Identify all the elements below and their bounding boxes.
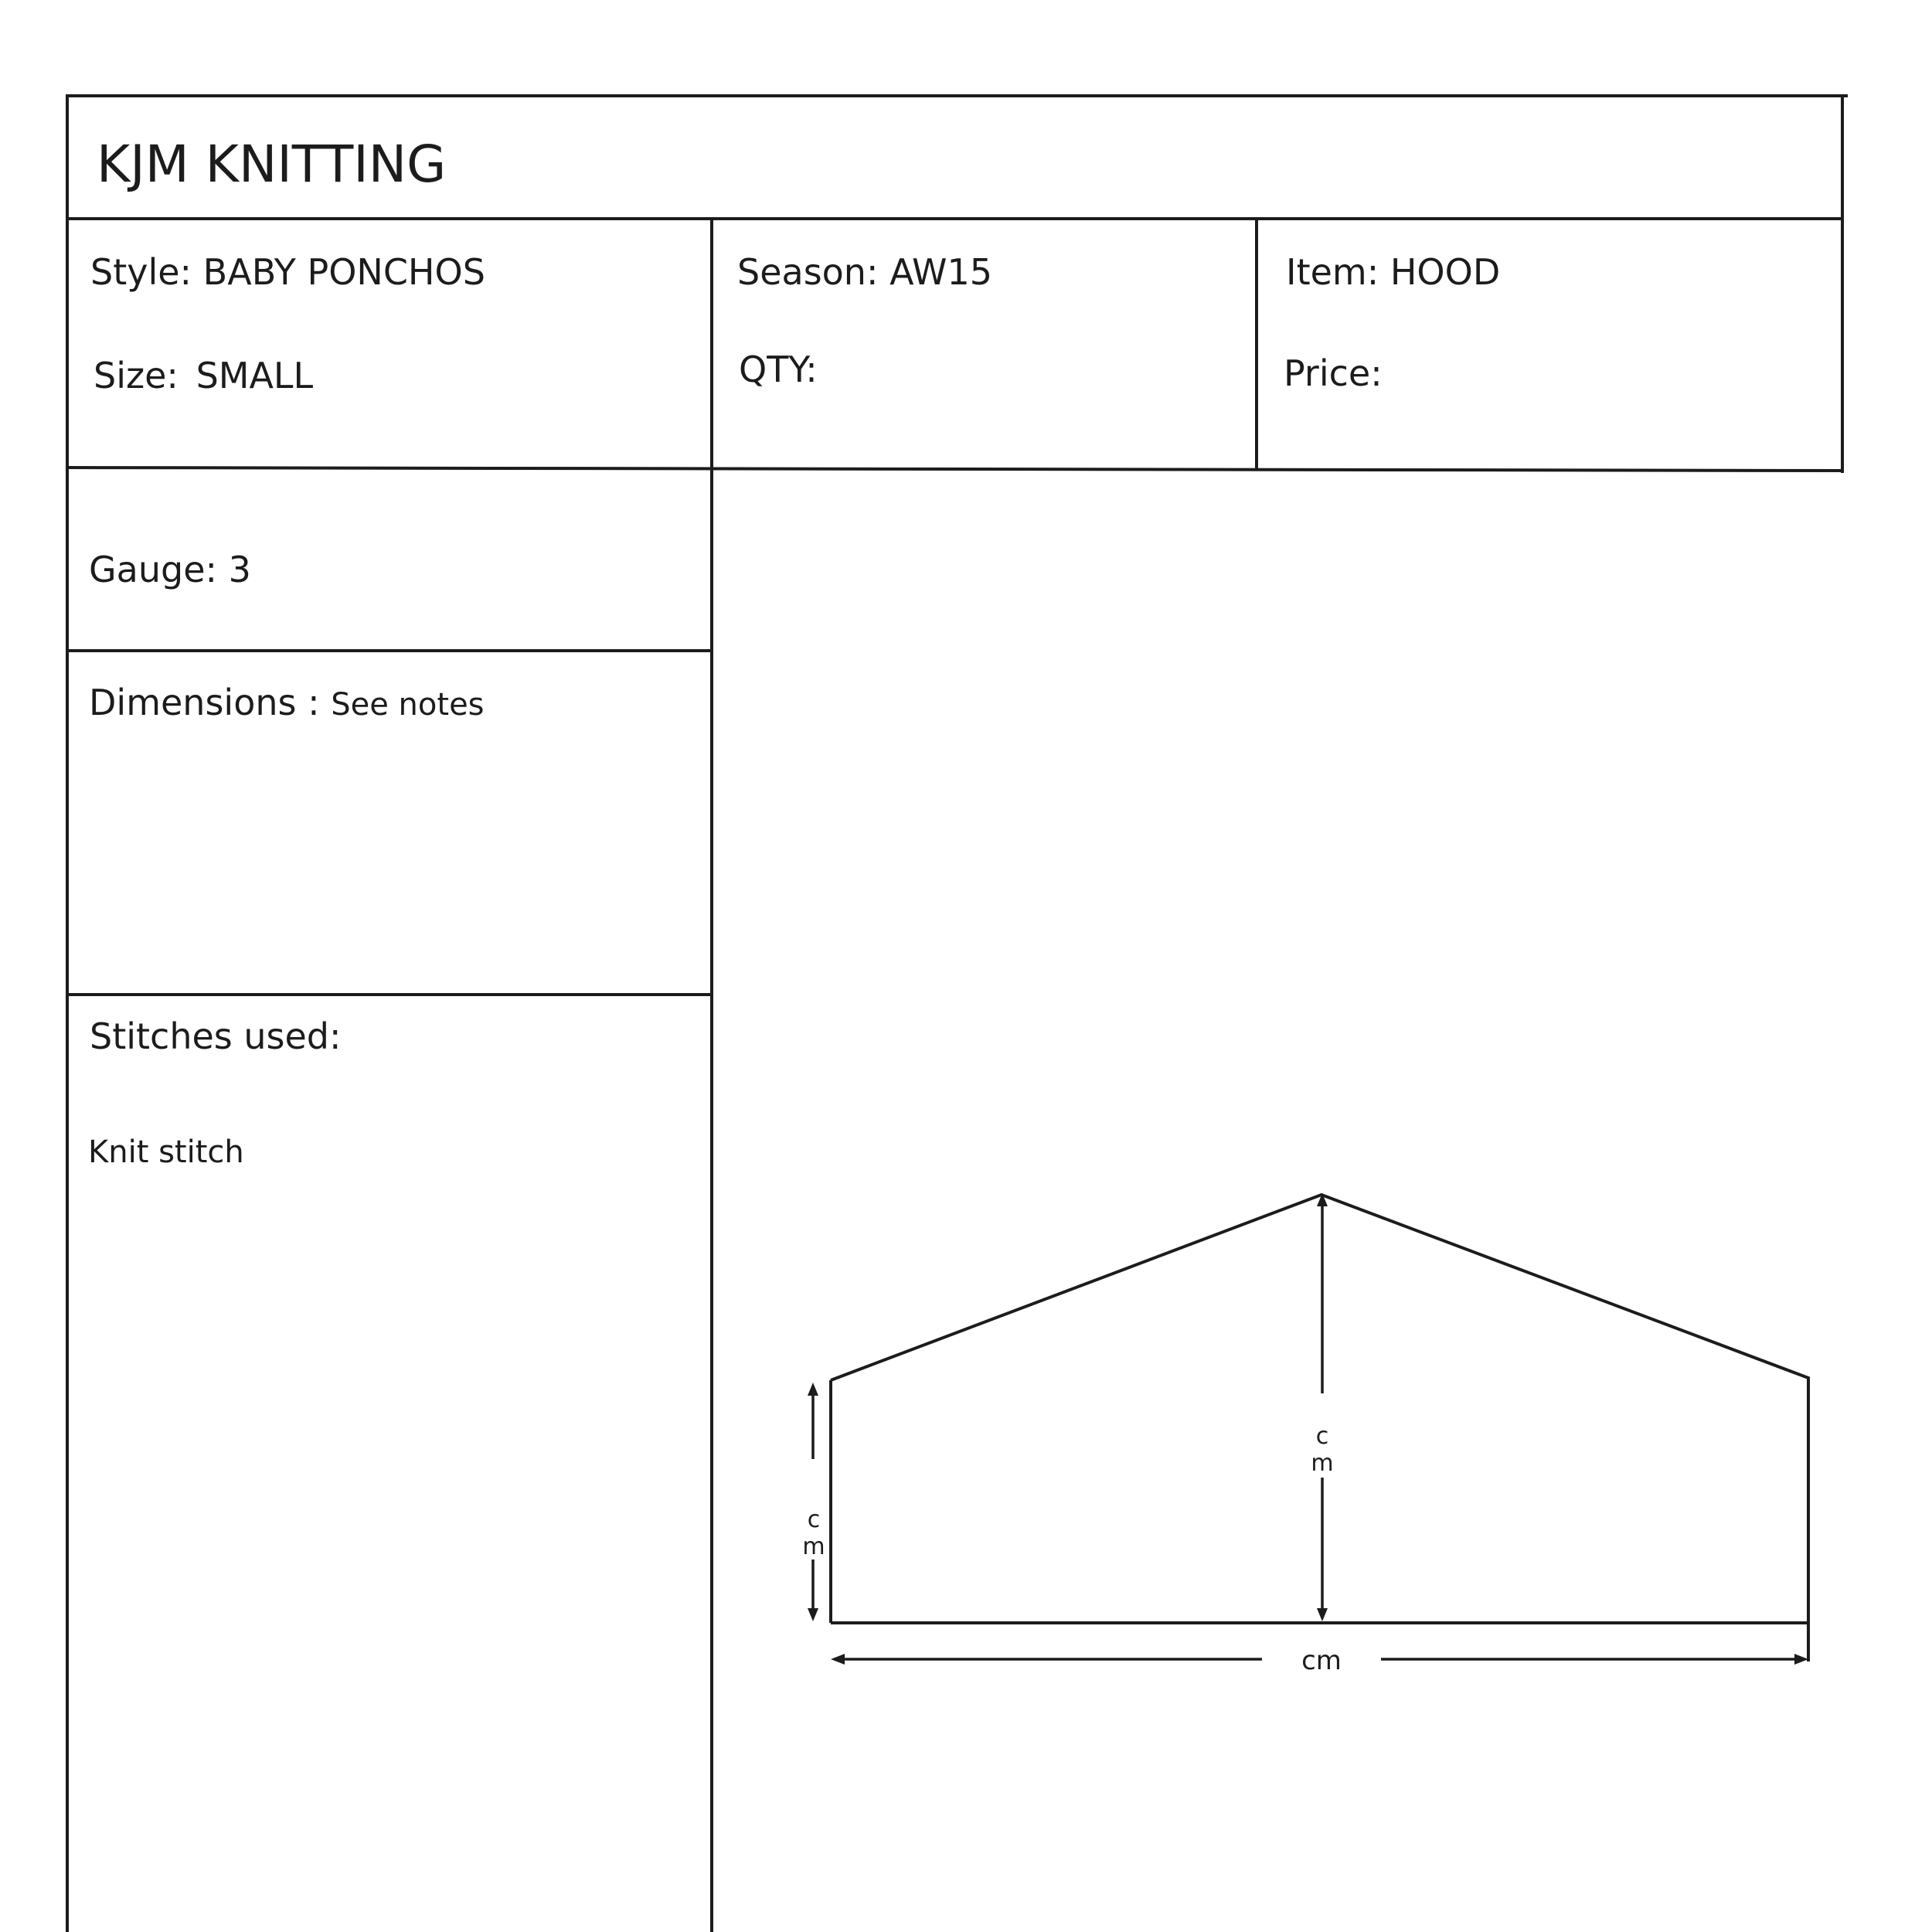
qty-field: [739, 349, 818, 390]
info-row-divider: [67, 468, 1842, 471]
center-height-unit-label: [1304, 1423, 1340, 1477]
stitches-value: Knit stitch: [88, 1134, 244, 1170]
season-value: AW15: [889, 251, 993, 293]
gauge-value: 3: [228, 549, 251, 590]
side-height-unit-label: [798, 1507, 829, 1560]
stitches-field: [90, 1015, 342, 1057]
size-value: SMALL: [196, 355, 314, 396]
season-field: [737, 251, 993, 293]
style-value: BABY PONCHOS: [202, 251, 485, 293]
size-label: Size:: [94, 355, 179, 396]
gauge-field: [89, 549, 251, 590]
center-height-unit-c: c: [1315, 1423, 1329, 1450]
item-value: HOOD: [1389, 251, 1501, 293]
center-height-unit-m: m: [1311, 1449, 1334, 1477]
stitches-label: Stitches used:: [90, 1015, 342, 1057]
style-field: [90, 251, 485, 293]
arrowhead-up: [808, 1383, 818, 1396]
item-label: Item:: [1286, 251, 1379, 293]
dimensions-label: Dimensions :: [89, 682, 320, 723]
qty-label: QTY:: [739, 349, 818, 390]
width-unit-label: cm: [1301, 1645, 1342, 1676]
price-label: Price:: [1284, 352, 1383, 394]
arrowhead-right: [1794, 1654, 1808, 1665]
size-field: [94, 355, 314, 396]
dimensions-value: See notes: [331, 687, 485, 723]
season-label: Season:: [737, 251, 879, 293]
style-label: Style:: [90, 251, 192, 293]
gauge-label: Gauge:: [89, 549, 217, 590]
side-height-unit-c: c: [807, 1506, 821, 1533]
side-height-unit-m: m: [802, 1532, 825, 1560]
arrowhead-down: [1317, 1608, 1328, 1621]
price-field: [1284, 352, 1383, 394]
arrowhead-down: [808, 1608, 818, 1621]
item-field: [1286, 251, 1501, 293]
arrowhead-left: [831, 1654, 845, 1665]
dimensions-field: [89, 682, 485, 723]
brand-title: KJM KNITTING: [97, 134, 447, 194]
